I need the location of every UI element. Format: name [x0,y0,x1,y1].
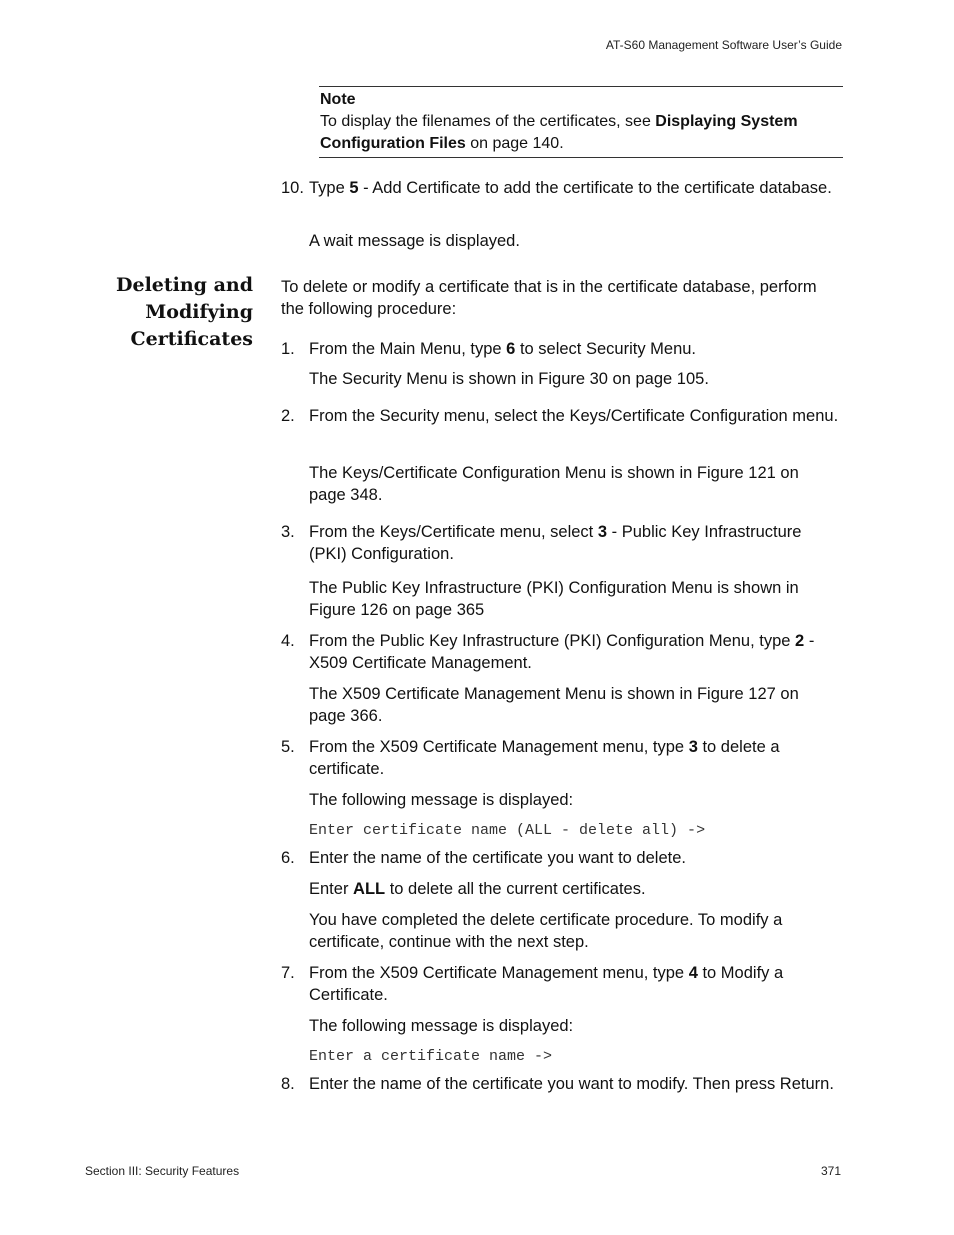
heading-line: Deleting and [116,274,253,296]
step-6-result-1 [309,878,829,900]
step-bold: 4 [688,964,698,982]
section-intro: To delete or modify a certificate that is in the certificate database, perform the following procedure: [281,278,817,318]
step-10 [281,177,841,199]
step-text: Enter the name of the certificate you want to delete. [309,849,686,867]
step-text: to delete all the current certificates. [385,880,646,898]
step-7 [281,962,841,1006]
step-number: 8. [281,1075,295,1093]
step-number: 3. [281,523,295,541]
step-text: Enter the name of the certificate you want to modify. Then press Return. [309,1075,834,1093]
step-1 [281,338,841,360]
step-number: 10. [281,179,304,197]
footer-section: Section III: Security Features [85,1164,240,1178]
step-2 [281,405,841,427]
step-8 [281,1073,841,1095]
step-number: 1. [281,340,295,358]
note-text-before: To display the filenames of the certificates, see [320,113,656,130]
step-bold: 2 [795,632,805,650]
heading-line: Modifying [145,301,253,323]
step-6-result-2: You have completed the delete certificate procedure. To modify a certificate, continue with the next step. [309,911,783,951]
step-number: 7. [281,964,295,982]
step-text: From the X509 Certificate Management menu, type [309,738,689,756]
step-number: 4. [281,632,295,650]
step-text: - Public Key Infrastructure (PKI) Configuration. [309,523,802,563]
step-4 [281,630,841,674]
console-prompt: Enter a certificate name -> [309,1048,553,1065]
step-text: to select Security Menu. [515,340,697,358]
note-link-text: Displaying System Configuration Files [320,113,798,152]
step-2-result: The Keys/Certificate Configuration Menu is shown in Figure 121 on page 348. [309,464,799,504]
step-5-result: The following message is displayed: [309,791,574,809]
step-6 [281,847,841,869]
step-text: From the X509 Certificate Management menu, type [309,964,689,982]
step-number: 5. [281,738,295,756]
step-bold: ALL [353,880,386,898]
step-3-result: The Public Key Infrastructure (PKI) Configuration Menu is shown in Figure 126 on page 365 [309,579,799,619]
page-header-title: AT-S60 Management Software User’s Guide [605,38,842,52]
step-text: Type [309,179,350,197]
step-3 [281,521,841,565]
step-text: Enter [309,880,354,898]
step-5 [281,736,841,780]
footer-page-number: 371 [820,1164,841,1178]
step-text: to Modify a Certificate. [309,964,784,1004]
step-text: - Add Certificate to add the certificate to the certificate database. [358,179,832,197]
step-10-result: A wait message is displayed. [309,232,520,250]
step-text: From the Keys/Certificate menu, select [309,523,598,541]
step-1-result: The Security Menu is shown in Figure 30 on page 105. [309,370,709,388]
note-box [319,86,843,158]
step-number: 6. [281,849,295,867]
step-bold: 3 [597,523,608,541]
step-number: 2. [281,407,295,425]
step-bold: 5 [349,179,359,197]
step-text: to delete a certificate. [309,738,780,778]
step-4-result: The X509 Certificate Management Menu is shown in Figure 127 on page 366. [309,685,799,725]
note-text-after: on page 140. [465,135,564,152]
note-title: Note [320,91,356,108]
step-bold: 3 [688,738,698,756]
step-bold: 6 [506,340,516,358]
step-text: From the Main Menu, type [309,340,507,358]
step-text: - X509 Certificate Management. [309,632,815,672]
step-text: From the Security menu, select the Keys/Certificate Configuration menu. [309,407,839,425]
step-text: From the Public Key Infrastructure (PKI) Configuration Menu, type [309,632,796,650]
heading-line: Certificates [130,328,253,350]
console-prompt: Enter certificate name (ALL - delete all) -> [309,822,706,839]
step-7-result: The following message is displayed: [309,1017,574,1035]
section-heading [96,272,253,353]
